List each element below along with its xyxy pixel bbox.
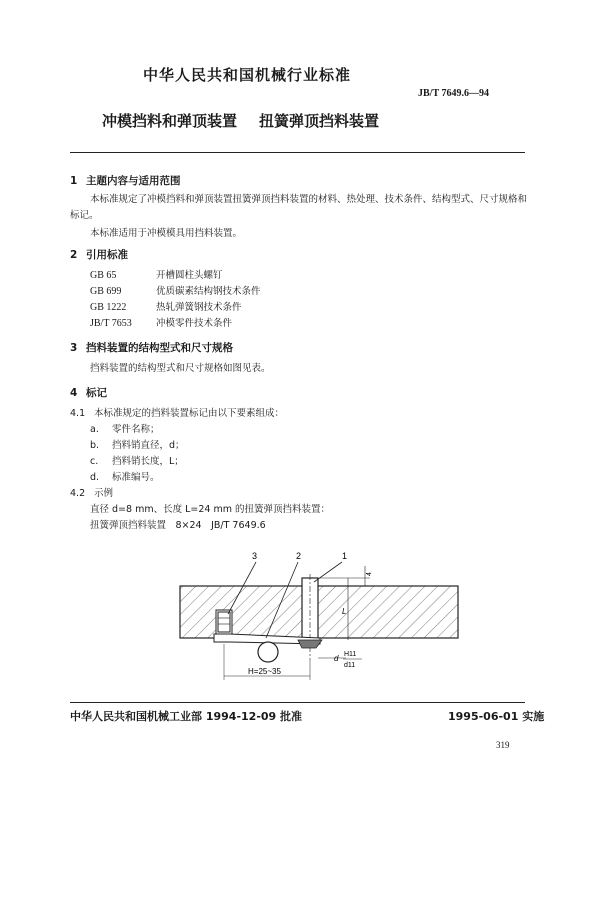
list-item [90,470,185,486]
page-number: 319 [496,740,510,750]
reference-item [90,316,261,332]
list-item [90,438,185,454]
section-title: 标记 [86,387,107,399]
clause-number: 4.1 [70,408,86,419]
reference-item [90,268,261,284]
clause-text: 示例 [94,488,114,499]
section-number: 3 [70,342,78,354]
item-key: a. [90,424,99,435]
list-item [90,422,185,438]
section-number: 2 [70,249,78,261]
title-part-1: 冲模挡料和弹顶装置 [102,112,238,130]
item-key: d. [90,472,100,483]
pin-base [298,640,322,648]
section-4-heading [70,385,107,400]
clause-number: 4.2 [70,488,86,499]
list-item [90,454,185,470]
reference-code: GB 65 [90,270,117,281]
section-2-heading [70,247,128,262]
section-title: 主题内容与适用范围 [86,175,181,187]
dim-top-label: 4 [366,572,373,576]
marking-elements-list [90,422,185,486]
section-3-paragraph: 挡料装置的结构型式和尺寸规格如图见表。 [90,363,271,374]
document-title [102,110,379,131]
section-number: 1 [70,175,78,187]
reference-code: GB 1222 [90,302,127,313]
issuing-organization: 中华人民共和国机械行业标准 [143,66,352,84]
header-rule [70,152,525,153]
reference-code: JB/T 7653 [90,318,132,329]
example-line-2: 扭簧弹顶挡料装置 8×24 JB/T 7649.6 [90,520,266,531]
screw [218,612,230,632]
item-text: 标准编号。 [112,472,160,483]
clause-text: 本标准规定的挡料装置标记由以下要素组成： [94,408,285,419]
footer-rule [70,702,525,703]
fit-lower-label: d11 [344,662,356,669]
reference-title: 优质碳素结构钢技术条件 [156,286,261,297]
reference-title: 热轧弹簧钢技术条件 [156,302,242,313]
standard-number: JB/T 7649.6—94 [418,88,489,99]
clause-4-1 [70,406,284,422]
reference-title: 冲模零件技术条件 [156,318,233,329]
dim-H-label: H=25~35 [248,667,281,676]
section-title: 引用标准 [86,249,128,261]
reference-code: GB 699 [90,286,122,297]
clause-4-2 [70,486,113,502]
title-part-2: 扭簧弹顶挡料装置 [259,112,380,130]
section-1-paragraph: 本标准规定了冲模挡料和弹顶装置扭簧弹顶挡料装置的材料、热处理、技术条件、结构型式、尺寸规格和标记。 [70,194,528,221]
reference-item [90,284,261,300]
torsion-spring-coil [258,642,278,662]
section-3-heading [70,340,233,355]
dim-d-label: d [334,654,339,663]
callout-leader-1 [314,562,342,582]
item-text: 挡料销长度，L； [112,456,184,467]
item-text: 零件名称； [112,424,160,435]
callout-label-1: 1 [342,551,348,561]
reference-item [90,300,261,316]
fit-upper-label: H11 [344,651,357,658]
item-key: b. [90,440,100,451]
item-key: c. [90,456,99,467]
reference-title: 开槽圆柱头螺钉 [156,270,223,281]
approval-line: 中华人民共和国机械工业部 1994-12-09 批准 [70,710,303,723]
assembly-drawing [170,548,470,688]
example-line-1: 直径 d=8 mm、长度 L=24 mm 的扭簧弹顶挡料装置： [90,504,330,515]
reference-list [90,268,261,332]
section-1-heading [70,173,181,188]
implementation-date: 1995-06-01 实施 [448,710,545,723]
section-1-scope: 本标准适用于冲模模具用挡料装置。 [90,228,243,239]
callout-label-2: 2 [296,551,302,561]
item-text: 挡料销直径，d； [112,440,185,451]
dim-L-label: L [342,607,347,616]
section-title: 挡料装置的结构型式和尺寸规格 [86,342,233,354]
callout-label-3: 3 [252,551,258,561]
section-number: 4 [70,387,78,399]
